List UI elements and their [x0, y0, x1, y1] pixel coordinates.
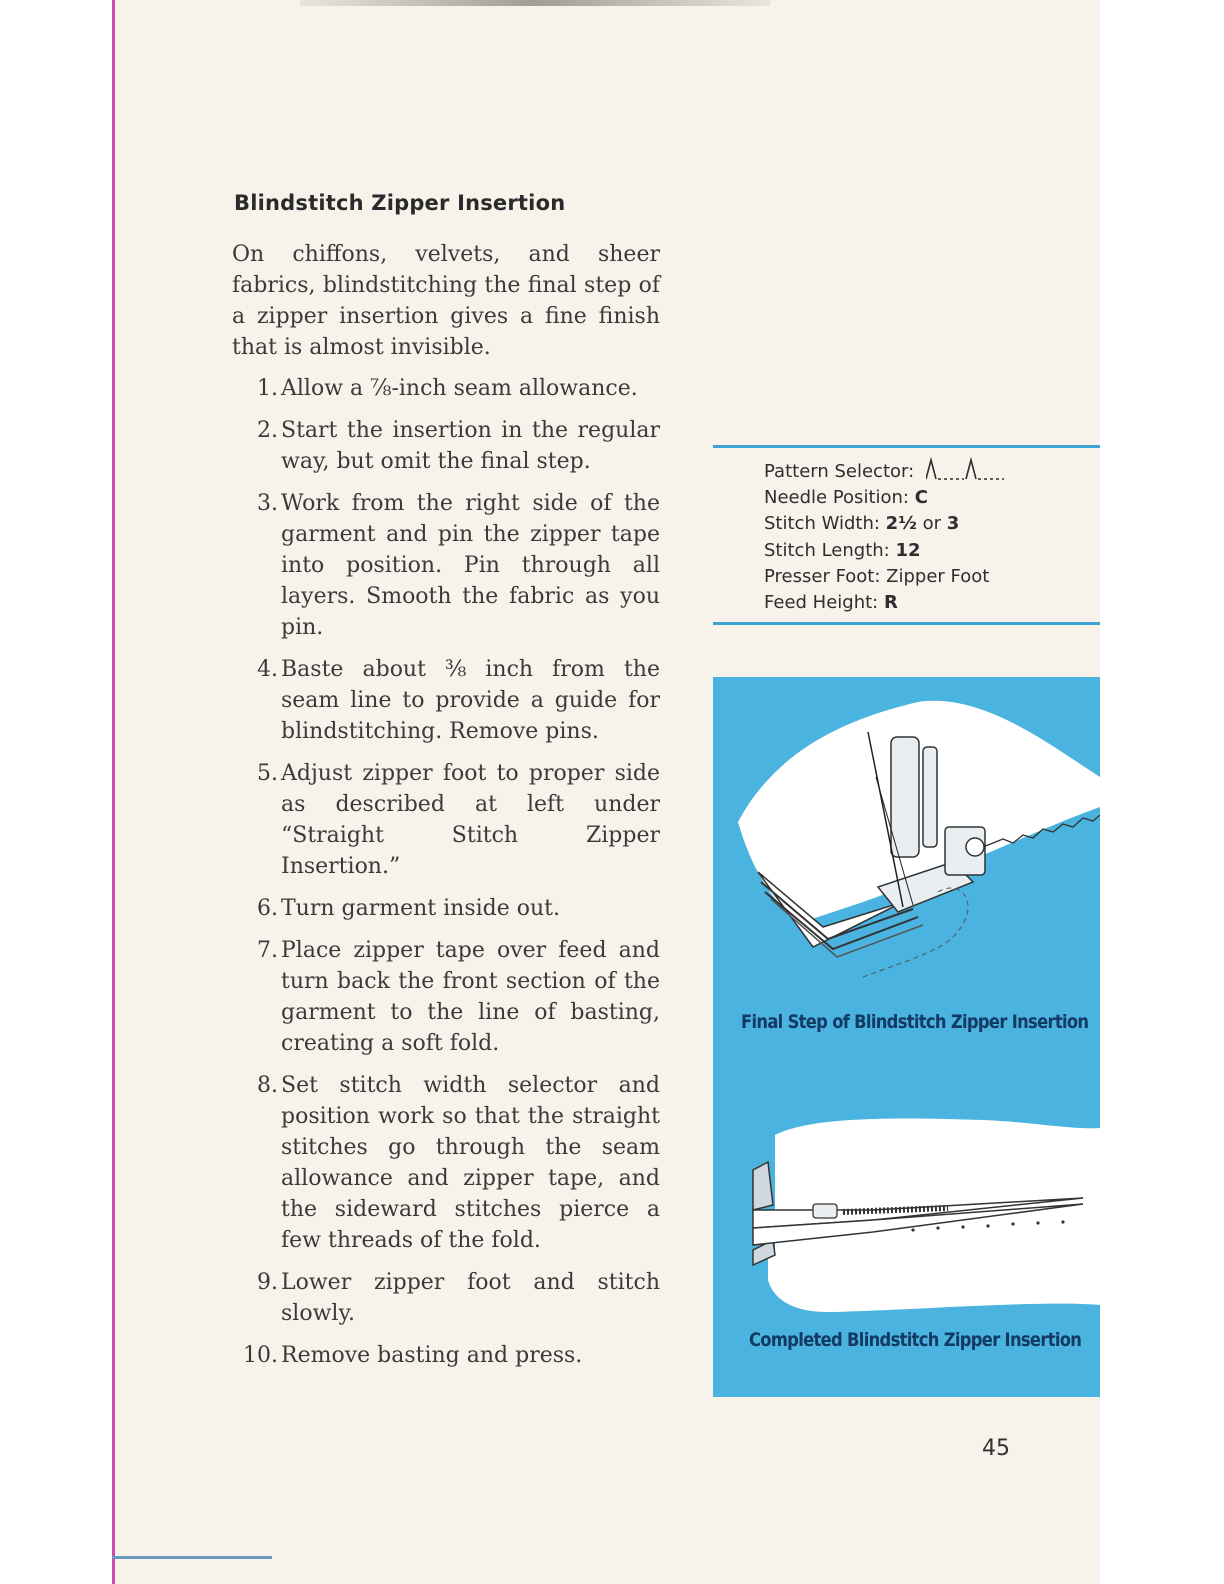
step-number: 5. [257, 761, 278, 786]
page-binding-edge [112, 0, 115, 1584]
step-number: 9. [257, 1270, 278, 1295]
stitch-length-value: 12 [895, 539, 921, 561]
step-text: Adjust zipper foot to proper side as described at left under “Straight Stitch Zipper Insertion.” [281, 761, 660, 879]
step-number: 10. [243, 1343, 278, 1368]
step-number: 1. [257, 376, 278, 401]
pattern-selector-label: Pattern Selector: [764, 461, 915, 482]
step-text: Place zipper tape over feed and turn back the front section of the garment to the line of basting, creating a soft fold. [281, 938, 660, 1056]
needle-position-value: C [914, 487, 928, 509]
step-item [232, 1070, 660, 1256]
steps-list [232, 373, 660, 1382]
step-item [232, 373, 660, 404]
figure2-caption: Completed Blindstitch Zipper Insertion [749, 1329, 1082, 1351]
stitch-width-alt-value: 3 [946, 513, 960, 535]
stitch-length-label: Stitch Length: [764, 539, 890, 561]
presser-foot-row [764, 564, 1006, 590]
feed-height-label: Feed Height: [764, 592, 879, 614]
step-item [232, 1267, 660, 1329]
stitch-width-label: Stitch Width: [764, 513, 880, 535]
feed-height-row [764, 590, 1006, 616]
section-title: Blindstitch Zipper Insertion [234, 191, 566, 215]
step-item [232, 1340, 660, 1371]
stitch-width-or: or [922, 513, 941, 535]
step-number: 8. [257, 1073, 278, 1098]
step-number: 6. [257, 896, 278, 921]
step-text: Work from the right side of the garment and pin the zipper tape into position. Pin through all layers. Smooth the fabric as you pin. [281, 491, 660, 640]
step-number: 7. [257, 938, 278, 963]
blindstitch-pattern-icon [926, 457, 1006, 481]
step-number: 2. [257, 418, 278, 443]
scan-smudge [300, 0, 770, 6]
stitch-width-row [764, 511, 1006, 537]
step-item [232, 935, 660, 1059]
intro-paragraph: On chiffons, velvets, and sheer fabrics, blindstitching the final step of a zipper insertion gives a fine finish that is almost invisible. [232, 242, 660, 360]
step-item [232, 654, 660, 747]
pattern-selector-row [764, 457, 1006, 485]
needle-position-row [764, 485, 1006, 511]
step-item [232, 758, 660, 882]
step-item [232, 415, 660, 477]
step-text: Lower zipper foot and stitch slowly. [281, 1270, 660, 1326]
step-text: Remove basting and press. [281, 1343, 583, 1368]
stitch-length-row [764, 538, 1006, 564]
needle-position-label: Needle Position: [764, 487, 909, 509]
page-bottom-edge [112, 1556, 272, 1559]
step-text: Allow a ⅞-inch seam allowance. [281, 376, 638, 401]
settings-bottom-rule [713, 622, 1100, 625]
step-text: Baste about ⅜ inch from the seam line to provide a guide for blindstitching. Remove pins. [281, 657, 660, 744]
step-item [232, 488, 660, 643]
stitch-width-value: 2½ [885, 513, 917, 535]
settings-top-rule [713, 445, 1100, 448]
page-number: 45 [982, 1436, 1010, 1461]
figure1-caption: Final Step of Blindstitch Zipper Insertion [741, 1011, 1089, 1033]
presser-foot-value: Zipper Foot [886, 565, 990, 587]
presser-foot-label: Presser Foot: [764, 565, 881, 587]
step-number: 3. [257, 491, 278, 516]
step-item [232, 893, 660, 924]
feed-height-value: R [883, 592, 898, 614]
blindstitch-final-step-illustration [713, 677, 1100, 997]
blindstitch-completed-illustration [713, 1100, 1100, 1320]
step-text: Set stitch width selector and position work so that the straight stitches go through the seam allowance and zipper tape, and the sideward stitches pierce a few threads of the fold. [281, 1073, 660, 1253]
step-number: 4. [257, 657, 278, 682]
step-text: Turn garment inside out. [281, 896, 560, 921]
machine-settings [764, 457, 1006, 616]
step-text: Start the insertion in the regular way, but omit the final step. [281, 418, 660, 474]
